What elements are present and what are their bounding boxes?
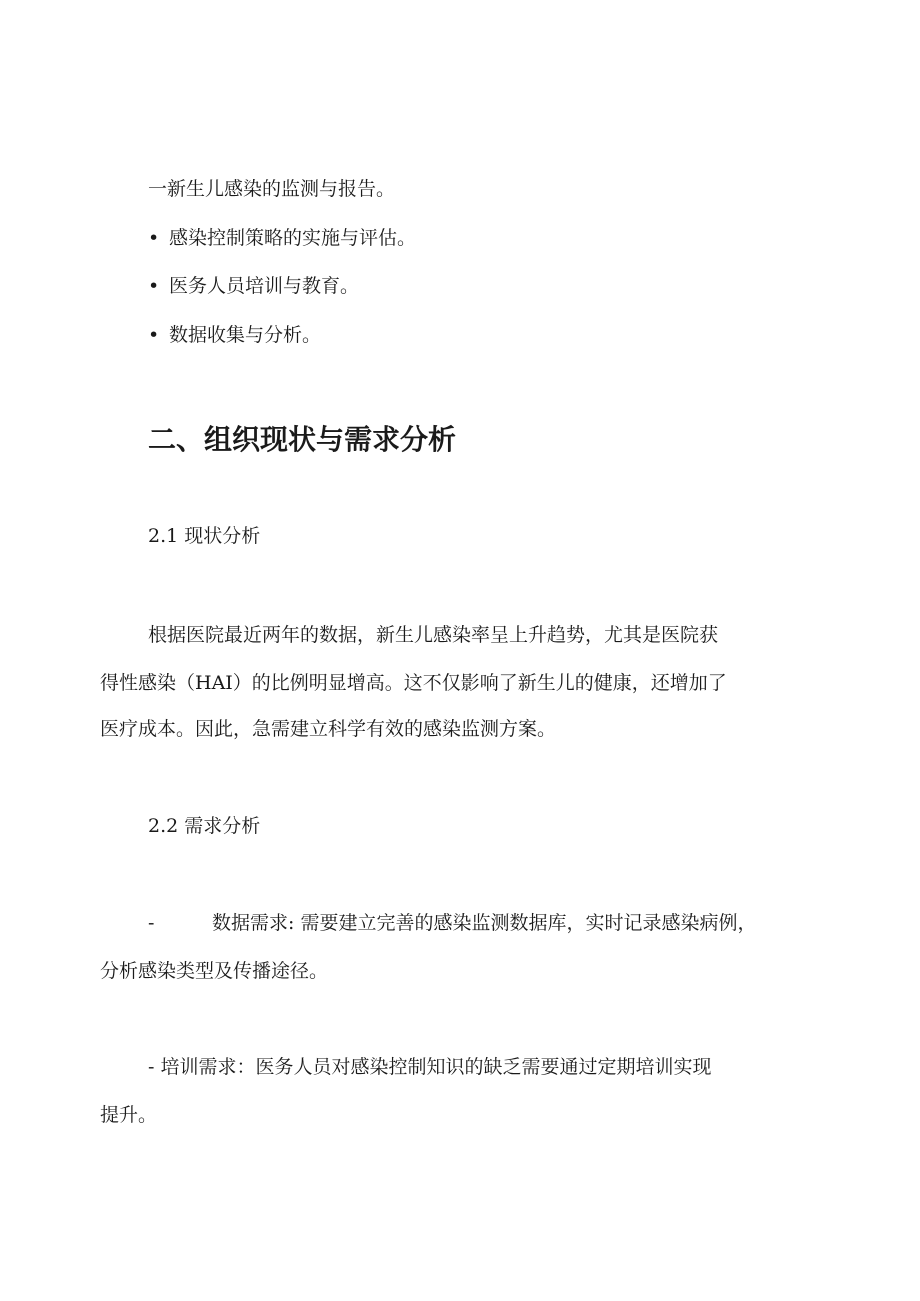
bullet-icon: • [148,324,160,346]
section-heading: 二、组织现状与需求分析 [148,423,457,456]
paragraph-line: 得性感染（HAI）的比例明显增高。这不仅影响了新生儿的健康，还增加了 [100,672,727,694]
data-need-line: 分析感染类型及传播途径。 [100,960,329,982]
training-need-line: - 培训需求：医务人员对感染控制知识的缺乏需要通过定期培训实现 [148,1056,712,1078]
subsection-title-2-2: 2.2 需求分析 [148,815,261,837]
paragraph-line: 根据医院最近两年的数据，新生儿感染率呈上升趋势，尤其是医院获 [148,624,719,646]
paragraph-line: 医疗成本。因此，急需建立科学有效的感染监测方案。 [100,718,557,740]
bullet-icon: • [148,227,160,249]
list-item-dash: 一新生儿感染的监测与报告。 [148,178,396,200]
list-item: 感染控制策略的实施与评估。 [169,227,417,249]
dash-marker: - [148,912,155,934]
subsection-title-2-1: 2.1 现状分析 [148,525,261,547]
training-need-line: 提升。 [100,1104,158,1126]
bullet-icon: • [148,275,160,297]
data-need-line: 数据需求: 需要建立完善的感染监测数据库，实时记录感染病例， [212,912,757,934]
list-item: 数据收集与分析。 [169,324,322,346]
list-item: 医务人员培训与教育。 [169,275,360,297]
